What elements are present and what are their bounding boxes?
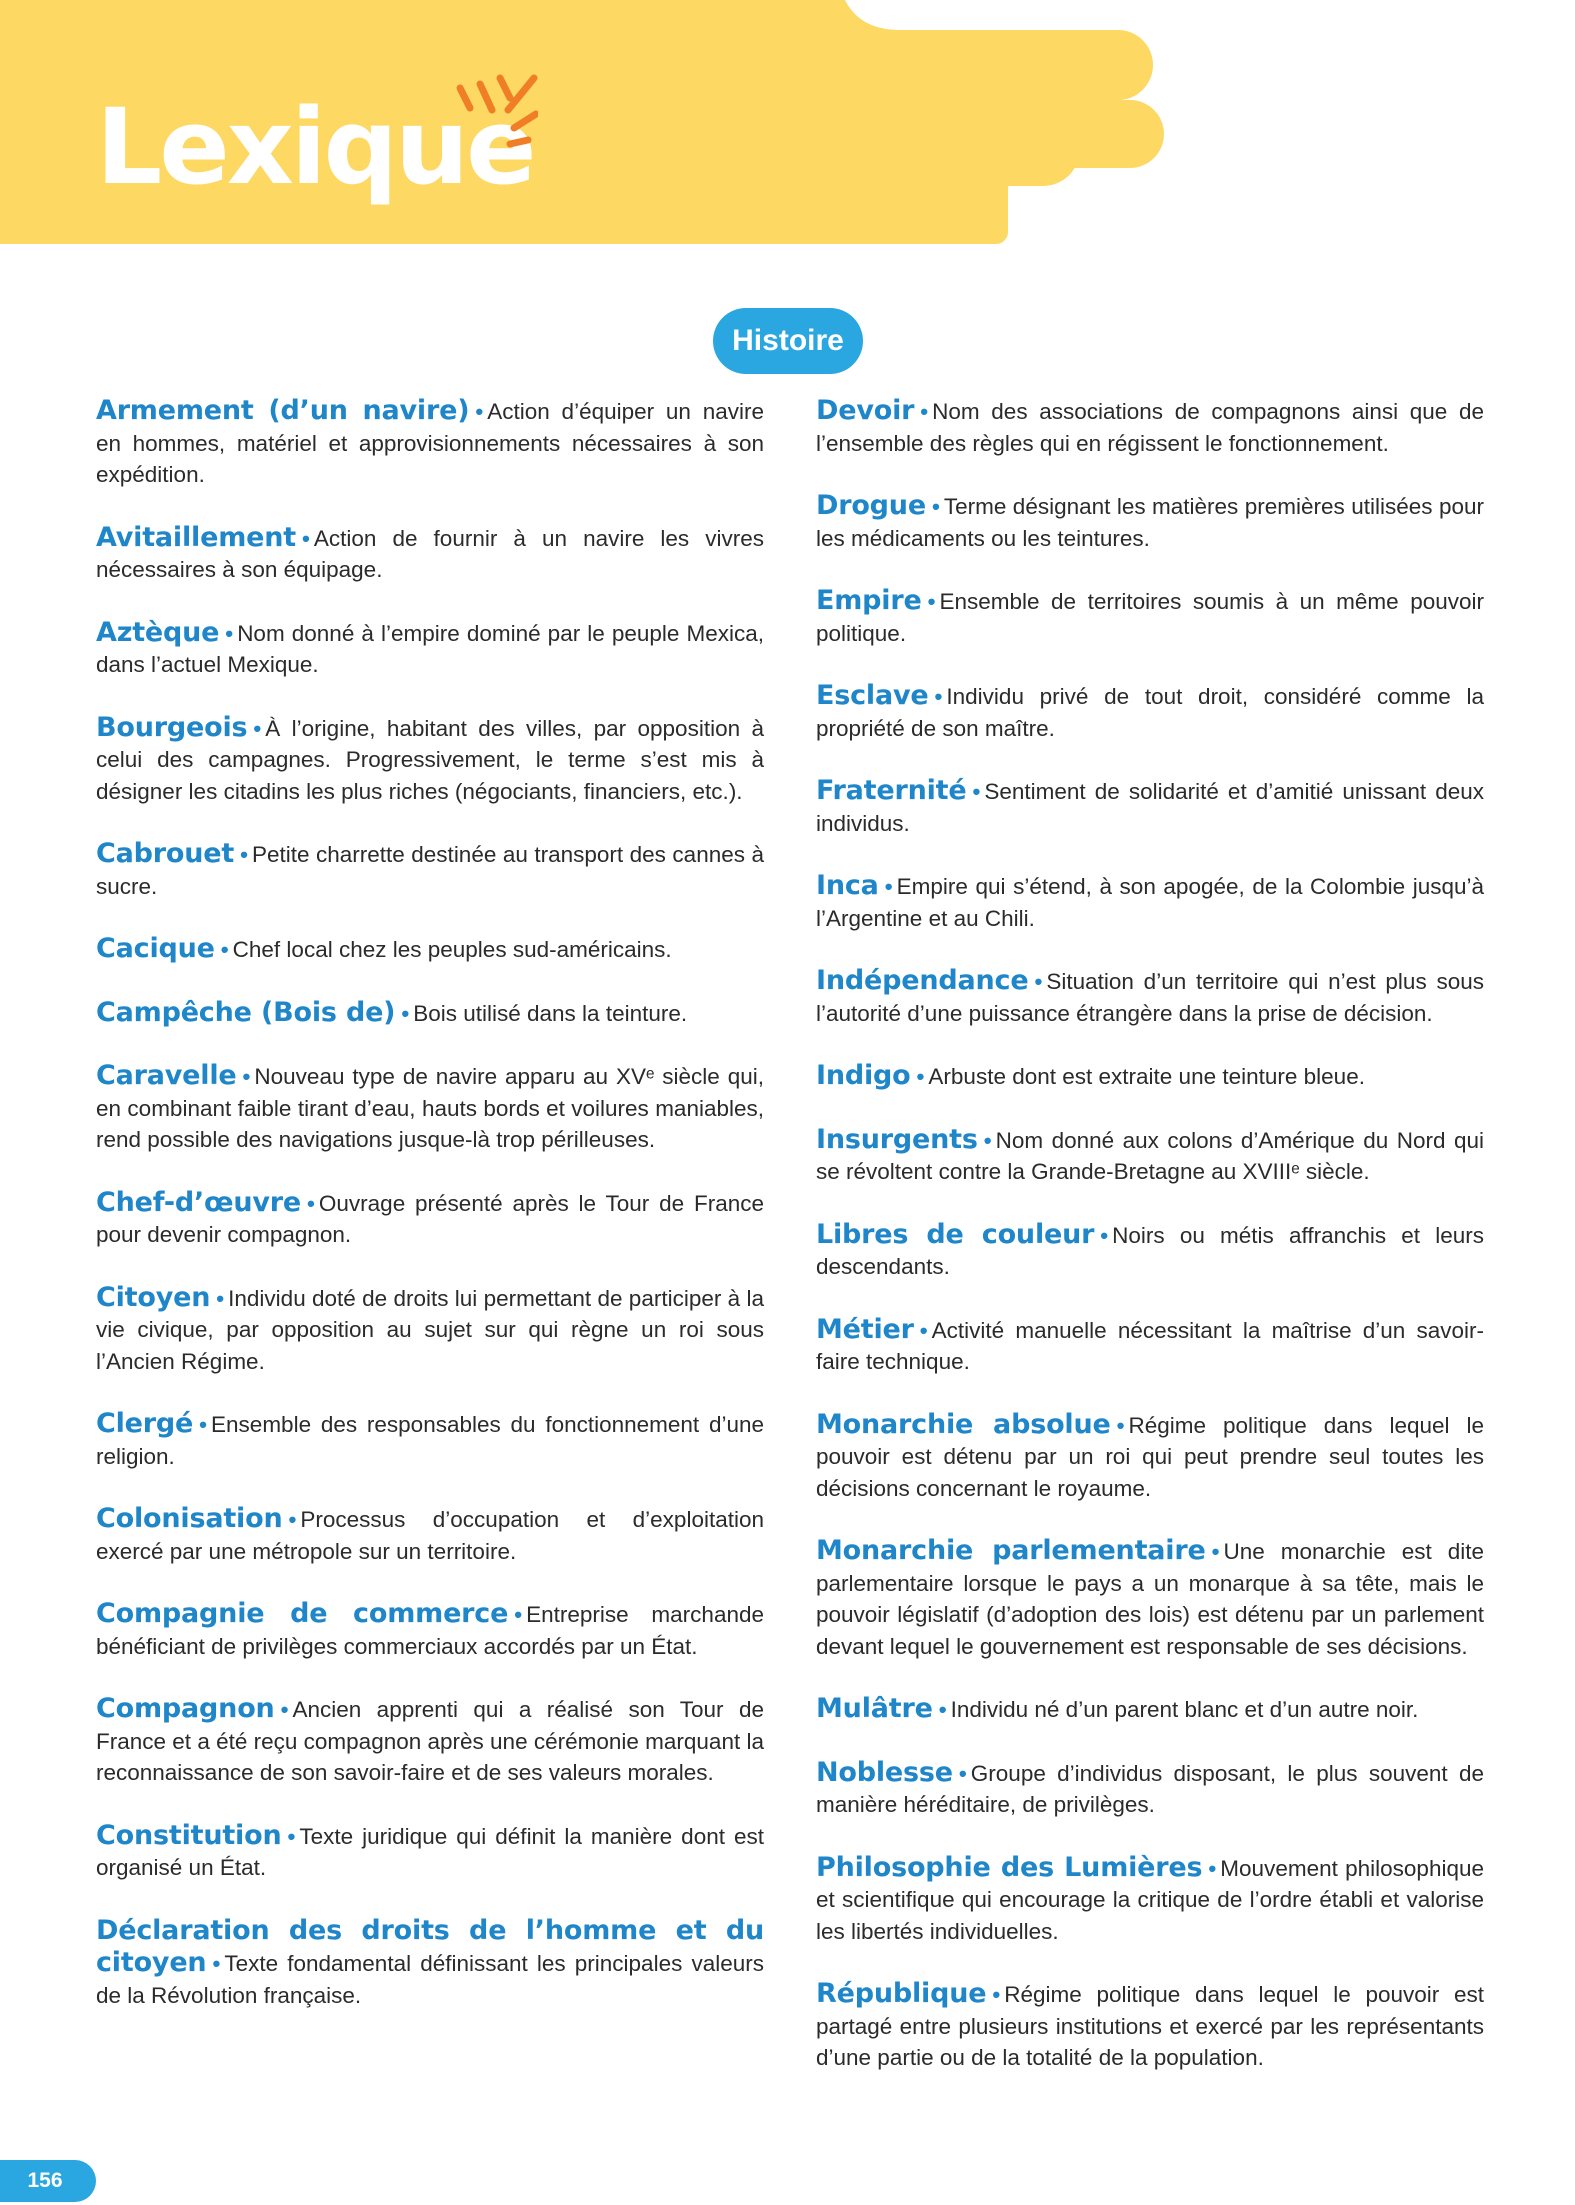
bullet-icon: • [992, 1982, 1001, 2007]
glossary-definition: Chef local chez les peuples sud-américains. [232, 937, 672, 962]
glossary-term: Drogue [816, 490, 926, 521]
glossary-term: Cabrouet [96, 838, 235, 869]
glossary-entry [96, 395, 764, 491]
bullet-icon: • [280, 1697, 289, 1722]
glossary-term: Esclave [816, 680, 929, 711]
glossary-term: Caravelle [96, 1060, 237, 1091]
glossary-term: Déclaration des droits de l’homme et du citoyen [96, 1914, 764, 1978]
bullet-icon: • [938, 1697, 947, 1722]
glossary-entry [96, 522, 764, 586]
glossary-term: Indépendance [816, 965, 1029, 996]
glossary-entry [816, 1124, 1484, 1188]
bullet-icon: • [931, 494, 940, 519]
glossary-definition: Action d’équiper un navire en hommes, matériel et approvisionnements nécessaires à son expédition. [96, 399, 765, 487]
bullet-icon: • [307, 1190, 315, 1216]
glossary-entry [96, 1820, 764, 1884]
glossary-entry [96, 1408, 764, 1472]
glossary-column-left [96, 395, 764, 2042]
glossary-entry [816, 1535, 1484, 1662]
bullet-icon: • [1211, 1539, 1220, 1564]
bullet-icon: • [920, 399, 929, 424]
glossary-definition: Individu né d’un parent blanc et d’un autre noir. [950, 1697, 1419, 1722]
glossary-definition: Mouvement philosophique et scientifique qui encourage la critique de l’ordre établi et valorise les libertés individuelles. [816, 1855, 1484, 1944]
glossary-entry [96, 1915, 764, 2012]
glossary-entry [96, 1282, 764, 1378]
glossary-term: Citoyen [96, 1281, 211, 1313]
page-number: 156 [0, 2160, 96, 2202]
glossary-entry [816, 1693, 1484, 1726]
glossary-definition: Individu privé de tout droit, considéré comme la propriété de son maître. [816, 684, 1484, 741]
glossary-definition: Empire qui s’étend, à son apogée, de la Colombie jusqu’à l’Argentine et au Chili. [816, 874, 1484, 931]
glossary-definition: Terme désignant les matières premières utilisées pour les médicaments ou les teintures. [816, 494, 1484, 551]
glossary-definition: Nom donné à l’empire dominé par le peuple Mexica, dans l’actuel Mexique. [96, 620, 764, 677]
glossary-term: Métier [816, 1313, 914, 1345]
bullet-icon: • [1034, 969, 1043, 994]
bullet-icon: • [972, 779, 981, 804]
glossary-column-right [816, 395, 1484, 2105]
glossary-term: Bourgeois [96, 711, 248, 743]
glossary-entry [816, 1757, 1484, 1821]
glossary-entry [96, 1187, 764, 1251]
glossary-definition: Action de fournir à un navire les vivres nécessaires à son équipage. [96, 525, 764, 582]
page-title: Lexique [96, 86, 534, 208]
glossary-definition: Texte fondamental définissant les principales valeurs de la Révolution française. [96, 1951, 764, 2008]
section-badge: Histoire [713, 308, 863, 374]
glossary-entry [816, 1219, 1484, 1283]
bullet-icon: • [916, 1064, 925, 1089]
glossary-definition: Arbuste dont est extraite une teinture bleue. [928, 1064, 1365, 1089]
glossary-entry [816, 395, 1484, 459]
glossary-entry [816, 1060, 1484, 1093]
glossary-term: Constitution [96, 1819, 282, 1851]
glossary-definition: Régime politique dans lequel le pouvoir est détenu par un roi qui peut prendre seul toutes les décisions concernant le royaume. [816, 1412, 1484, 1501]
bullet-icon: • [1208, 1855, 1217, 1881]
bullet-icon: • [514, 1602, 523, 1627]
glossary-definition: Processus d’occupation et d’exploitation exercé par une métropole sur un territoire. [96, 1507, 764, 1564]
glossary-entry [96, 933, 764, 966]
glossary-entry [816, 585, 1484, 649]
bullet-icon: • [401, 1000, 410, 1026]
glossary-term: Armement (d’un navire) [96, 395, 470, 426]
glossary-term: République [816, 1978, 987, 2009]
glossary-term: Colonisation [96, 1503, 283, 1534]
bullet-icon: • [220, 937, 229, 962]
glossary-definition: Bois utilisé dans la teinture. [413, 1000, 688, 1026]
glossary-term: Clergé [96, 1408, 194, 1439]
glossary-term: Noblesse [816, 1756, 953, 1788]
glossary-entry [816, 1852, 1484, 1948]
glossary-definition: Entreprise marchande bénéficiant de privilèges commerciaux accordés par un État. [96, 1602, 764, 1659]
glossary-definition: À l’origine, habitant des villes, par opposition à celui des campagnes. Progressivement, le terme s’est mis à désigner les citadins les plus riches (négociants, financiers, etc.). [96, 715, 764, 804]
glossary-definition: Petite charrette destinée au transport des cannes à sucre. [96, 842, 764, 899]
glossary-term: Monarchie absolue [816, 1408, 1111, 1440]
glossary-entry [816, 870, 1484, 934]
glossary-term: Inca [816, 870, 879, 901]
glossary-term: Insurgents [816, 1123, 978, 1155]
glossary-entry [96, 1693, 764, 1789]
glossary-term: Fraternité [816, 775, 967, 806]
bullet-icon: • [1100, 1222, 1109, 1248]
bullet-icon: • [199, 1412, 208, 1437]
glossary-term: Mulâtre [816, 1693, 933, 1724]
bullet-icon: • [475, 399, 484, 424]
glossary-term: Cacique [96, 933, 215, 964]
glossary-term: Devoir [816, 395, 915, 426]
glossary-entry [816, 775, 1484, 839]
glossary-definition: Activité manuelle nécessitant la maîtrise d’un savoir-faire technique. [816, 1317, 1484, 1374]
bullet-icon: • [927, 589, 936, 614]
spark-icon [448, 70, 538, 160]
glossary-definition: Ensemble de territoires soumis à un même pouvoir politique. [816, 589, 1484, 646]
glossary-definition: Individu doté de droits lui permettant de participer à la vie civique, par opposition au sujet sur qui règne un roi sous l’Ancien Régime. [96, 1285, 764, 1374]
bullet-icon: • [983, 1127, 992, 1153]
glossary-definition: Ensemble des responsables du fonctionnement d’une religion. [96, 1412, 764, 1469]
bullet-icon: • [919, 1317, 928, 1343]
glossary-definition: Nom des associations de compagnons ainsi que de l’ensemble des règles qui en régissent le fonctionnement. [816, 399, 1484, 456]
bullet-icon: • [242, 1064, 251, 1089]
glossary-definition: Situation d’un territoire qui n’est plus sous l’autorité d’une puissance étrangère dans la prise de décision. [816, 969, 1484, 1026]
glossary-entry [816, 1314, 1484, 1378]
glossary-entry [816, 1978, 1484, 2074]
bullet-icon: • [287, 1823, 296, 1849]
glossary-entry [96, 1598, 764, 1662]
bullet-icon: • [934, 684, 943, 709]
glossary-definition: Texte juridique qui définit la manière dont est organisé un État. [96, 1823, 764, 1880]
glossary-entry [816, 1409, 1484, 1505]
bullet-icon: • [216, 1285, 225, 1311]
glossary-definition: Noirs ou métis affranchis et leurs descendants. [816, 1222, 1485, 1279]
bullet-icon: • [958, 1760, 967, 1786]
glossary-term: Philosophie des Lumières [816, 1851, 1203, 1883]
bullet-icon: • [253, 715, 262, 741]
glossary-definition: Ouvrage présenté après le Tour de France pour devenir compagnon. [96, 1190, 764, 1247]
glossary-entry [96, 1503, 764, 1567]
glossary-definition: Sentiment de solidarité et d’amitié unissant deux individus. [816, 779, 1484, 836]
glossary-definition: Nom donné aux colons d’Amérique du Nord qui se révoltent contre la Grande-Bretagne au XVIIIᵉ siècle. [816, 1127, 1484, 1184]
glossary-definition: Régime politique dans lequel le pouvoir est partagé entre plusieurs institutions et exercé par les représentants d’une partie ou de la totalité de la population. [816, 1982, 1484, 2070]
bullet-icon: • [240, 842, 248, 867]
bullet-icon: • [301, 525, 310, 551]
glossary-entry [96, 838, 764, 902]
glossary-term: Empire [816, 585, 922, 616]
glossary-term: Aztèque [96, 616, 220, 648]
bullet-icon: • [1116, 1412, 1125, 1438]
glossary-term: Monarchie parlementaire [816, 1535, 1206, 1566]
glossary-term: Avitaillement [96, 521, 296, 553]
glossary-entry [816, 680, 1484, 744]
glossary-entry [96, 617, 764, 681]
bullet-icon: • [288, 1507, 297, 1532]
glossary-term: Indigo [816, 1060, 911, 1091]
bullet-icon: • [212, 1951, 221, 1976]
glossary-term: Compagnon [96, 1693, 275, 1724]
glossary-entry [816, 965, 1484, 1029]
glossary-entry [816, 490, 1484, 554]
glossary-definition: Une monarchie est dite parlementaire lorsque le pays a un monarque à sa tête, mais le pouvoir législatif (d’adoption des lois) est détenu par un parlement devant lequel le gouvernement est responsable de ses décisions. [816, 1539, 1485, 1659]
glossary-entry [96, 1060, 764, 1156]
glossary-term: Campêche (Bois de) [96, 996, 396, 1028]
glossary-definition: Ancien apprenti qui a réalisé son Tour de France et a été reçu compagnon après une cérémonie marquant la reconnaissance de son savoir-faire et de ses valeurs morales. [96, 1697, 764, 1785]
glossary-entry [96, 997, 764, 1030]
glossary-entry [96, 712, 764, 808]
glossary-term: Libres de couleur [816, 1218, 1095, 1250]
glossary-term: Chef-d’œuvre [96, 1186, 302, 1218]
glossary-term: Compagnie de commerce [96, 1598, 509, 1629]
bullet-icon: • [225, 620, 234, 646]
glossary-definition: Groupe d’individus disposant, le plus souvent de manière héréditaire, de privilèges. [816, 1760, 1484, 1817]
bullet-icon: • [884, 874, 893, 899]
glossary-definition: Nouveau type de navire apparu au XVᵉ siècle qui, en combinant faible tirant d’eau, hauts bords et voilures maniables, rend possible des navigations jusque-là trop périlleuses. [96, 1064, 764, 1152]
